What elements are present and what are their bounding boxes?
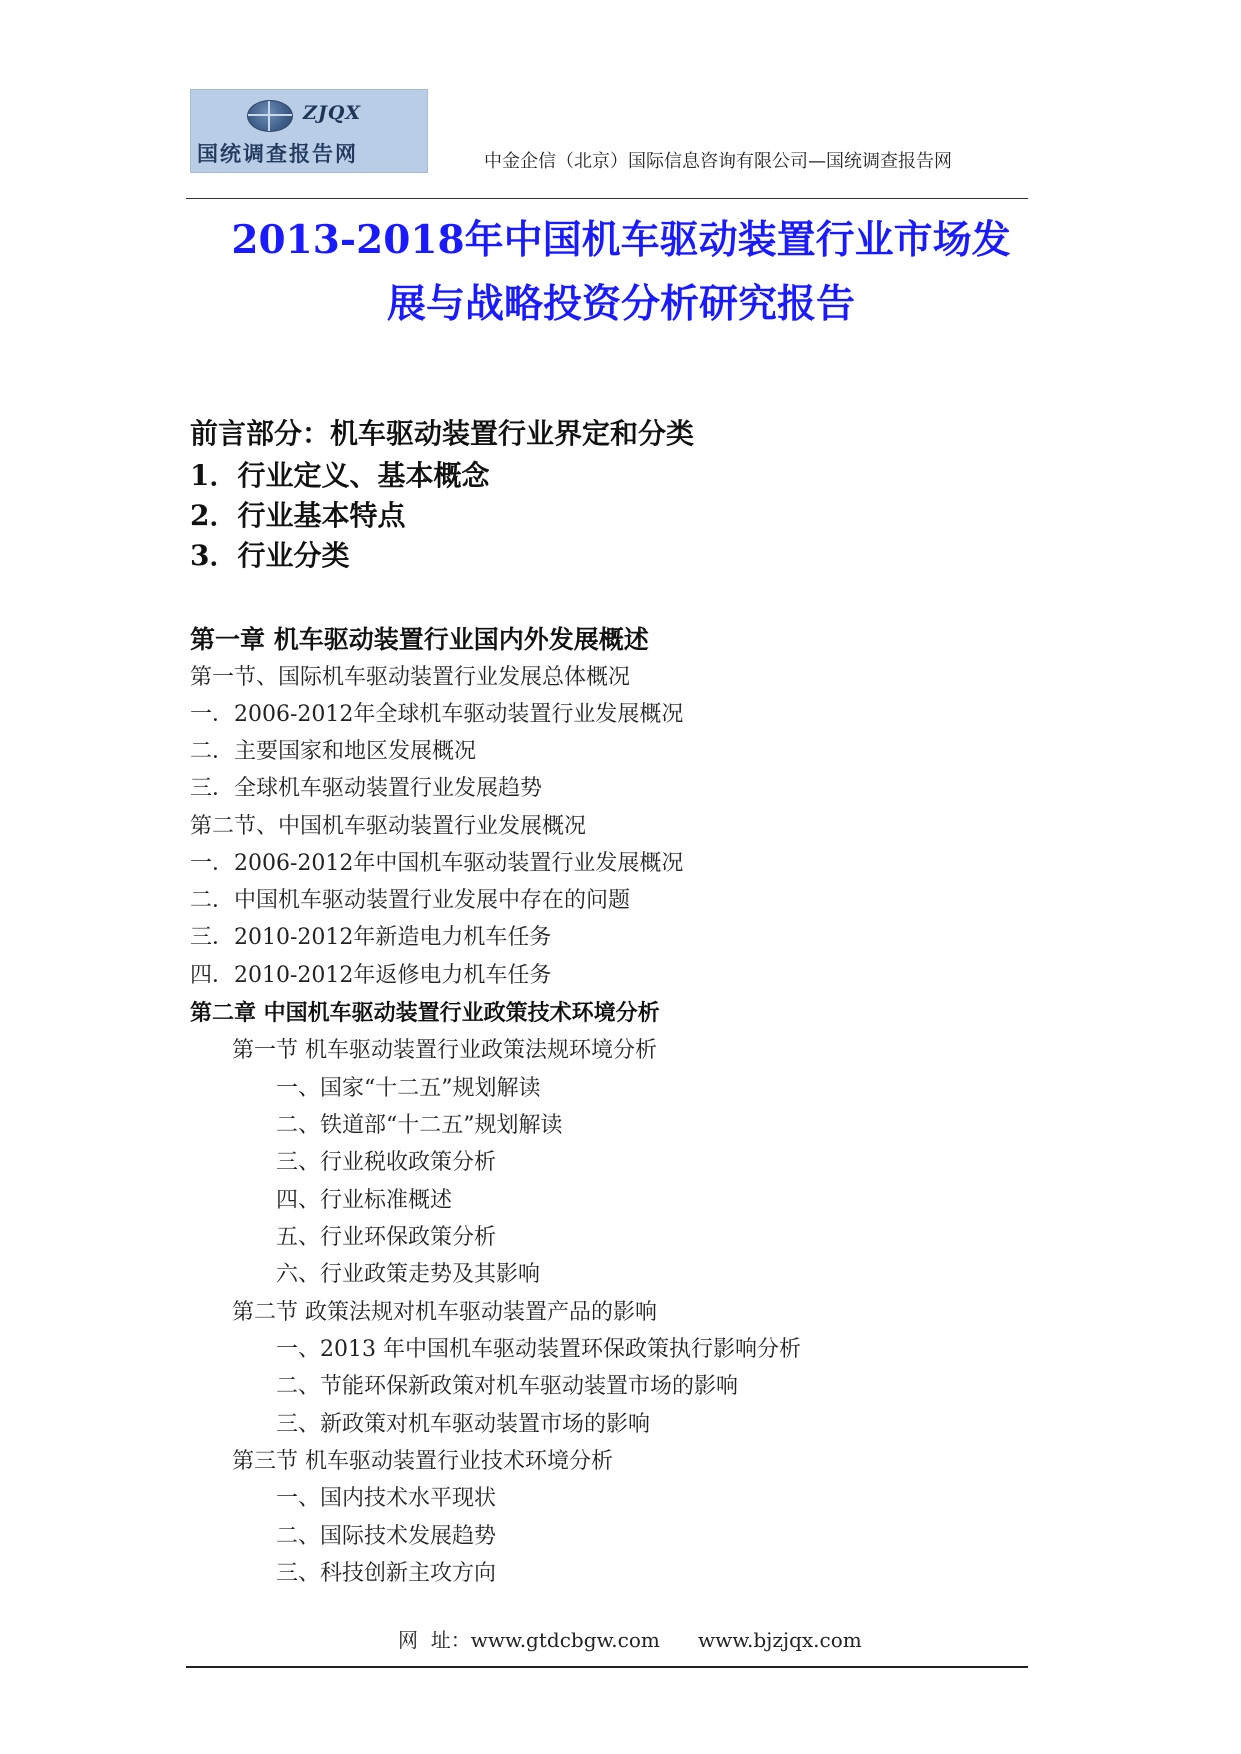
toc-item: 二、铁道部“十二五”规划解读 — [276, 1113, 563, 1138]
intro-heading: 前言部分：机车驱动装置行业界定和分类 — [190, 417, 695, 450]
toc-item: 六、行业政策走势及其影响 — [276, 1262, 541, 1287]
toc-item: 三、新政策对机车驱动装置市场的影响 — [276, 1412, 651, 1437]
chapter-1-section-1-title: 第一节、国际机车驱动装置行业发展总体概况 — [190, 665, 631, 690]
footer-url-1[interactable]: www.gtdcbgw.com — [470, 1628, 660, 1652]
logo-abbreviation: ZJQX — [303, 102, 362, 124]
toc-item: 二、国际技术发展趋势 — [276, 1524, 497, 1549]
toc-item: 三、科技创新主攻方向 — [276, 1561, 497, 1586]
chapter-1-heading: 第一章 机车驱动装置行业国内外发展概述 — [190, 625, 649, 654]
header-divider — [186, 198, 1028, 199]
footer-label: 网 址： — [398, 1628, 471, 1652]
toc-item: 一．2006-2012年中国机车驱动装置行业发展概况 — [190, 851, 684, 876]
toc-item: 三．全球机车驱动装置行业发展趋势 — [190, 776, 543, 801]
toc-item: 四、行业标准概述 — [276, 1188, 453, 1213]
toc-item: 一、2013 年中国机车驱动装置环保政策执行影响分析 — [276, 1337, 801, 1362]
toc-item: 三、行业税收政策分析 — [276, 1150, 497, 1175]
globe-icon — [247, 100, 293, 132]
chapter-1-section-2-title: 第二节、中国机车驱动装置行业发展概况 — [190, 814, 587, 839]
intro-item: 2．行业基本特点 — [190, 499, 406, 532]
report-title — [186, 208, 1056, 336]
toc-item: 一．2006-2012年全球机车驱动装置行业发展概况 — [190, 702, 684, 727]
toc-item: 二．中国机车驱动装置行业发展中存在的问题 — [190, 888, 631, 913]
toc-item: 三．2010-2012年新造电力机车任务 — [190, 925, 552, 950]
company-name: 中金企信（北京）国际信息咨询有限公司—国统调查报告网 — [484, 151, 952, 172]
chapter-2-section-3-title: 第三节 机车驱动装置行业技术环境分析 — [232, 1449, 613, 1474]
intro-item: 1．行业定义、基本概念 — [190, 459, 490, 492]
chapter-2-heading: 第二章 中国机车驱动装置行业政策技术环境分析 — [190, 1000, 660, 1026]
report-title-line-1: 2013-2018年中国机车驱动装置行业市场发 — [231, 217, 1011, 263]
logo-site-name: 国统调查报告网 — [197, 142, 358, 166]
intro-item: 3．行业分类 — [190, 539, 350, 572]
footer-websites — [398, 1624, 862, 1653]
toc-item: 一、国家“十二五”规划解读 — [276, 1076, 541, 1101]
toc-item: 二．主要国家和地区发展概况 — [190, 739, 477, 764]
toc-item: 二、节能环保新政策对机车驱动装置市场的影响 — [276, 1374, 739, 1399]
report-title-line-2: 展与战略投资分析研究报告 — [386, 281, 855, 327]
company-logo — [190, 89, 428, 173]
chapter-2-section-2-title: 第二节 政策法规对机车驱动装置产品的影响 — [232, 1300, 657, 1325]
footer-url-2[interactable]: www.bjzjqx.com — [697, 1628, 862, 1652]
toc-item: 一、国内技术水平现状 — [276, 1486, 497, 1511]
toc-item: 五、行业环保政策分析 — [276, 1225, 497, 1250]
footer-divider — [186, 1666, 1028, 1668]
footer-spacer — [660, 1628, 698, 1652]
toc-item: 四．2010-2012年返修电力机车任务 — [190, 963, 552, 988]
chapter-2-section-1-title: 第一节 机车驱动装置行业政策法规环境分析 — [232, 1038, 657, 1063]
